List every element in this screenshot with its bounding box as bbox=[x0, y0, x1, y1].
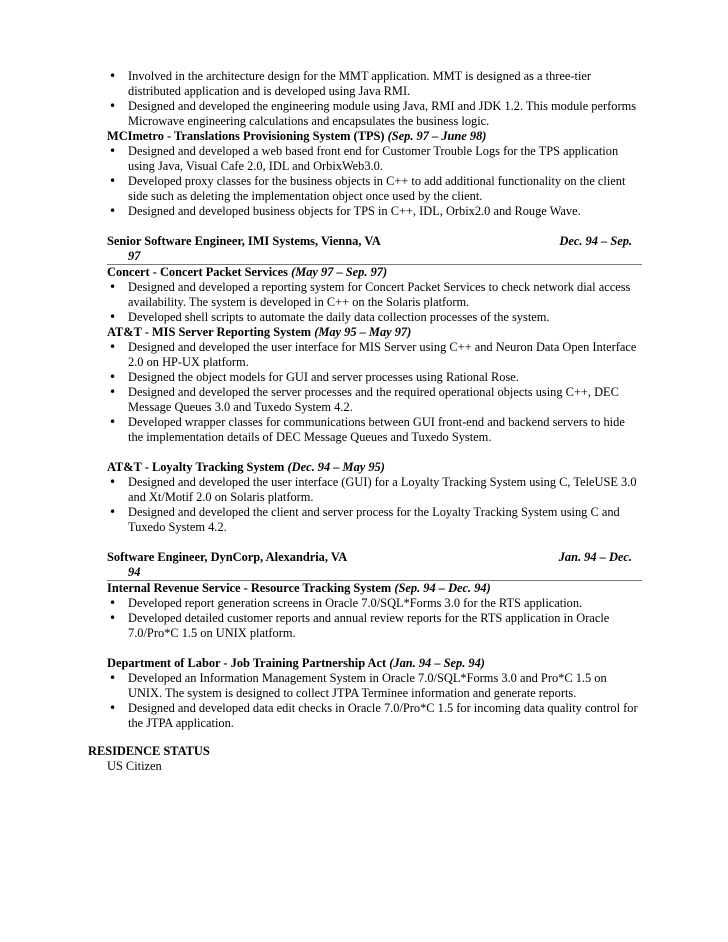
project-dates: (Dec. 94 – May 95) bbox=[287, 460, 385, 474]
job-title: Senior Software Engineer, IMI Systems, Vienna, VA bbox=[107, 234, 381, 248]
list-item: • Designed and developed data edit checks in Oracle 7.0/Pro*C 1.5 for incoming data quality control for the JTPA application. bbox=[107, 701, 643, 731]
project-name: AT&T - MIS Server Reporting System bbox=[107, 325, 312, 339]
concert-bullet-list bbox=[107, 280, 643, 325]
list-item: • Developed detailed customer reports and annual review reports for the RTS application in Oracle 7.0/Pro*C 1.5 on UNIX platform. bbox=[107, 611, 643, 641]
project-title-att-loyalty bbox=[107, 460, 643, 475]
list-item: • Designed and developed the client and server process for the Loyalty Tracking System using C and Tuxedo System 4.2. bbox=[107, 505, 643, 535]
project-dates: (May 95 – May 97) bbox=[314, 325, 412, 339]
list-item: • Designed and developed the server processes and the required operational objects using C++, DEC Message Queues 3.0 and Tuxedo System 4.2. bbox=[107, 385, 643, 415]
list-item: • Designed and developed the user interface (GUI) for a Loyalty Tracking System using C, TeleUSE 3.0 and Xt/Motif 2.0 on Solaris platform. bbox=[107, 475, 643, 505]
list-item: • Developed shell scripts to automate the daily data collection processes of the system. bbox=[107, 310, 643, 325]
job-dates-start: Jan. 94 – Dec. bbox=[558, 550, 632, 564]
att-loyalty-bullet-list bbox=[107, 475, 643, 535]
list-item: • Designed and developed the engineering module using Java, RMI and JDK 1.2. This module performs Microwave engineering calculations and encapsulates the business logic. bbox=[107, 99, 643, 129]
list-item: • Involved in the architecture design for the MMT application. MMT is designed as a three-tier distributed application and is developed using Java RMI. bbox=[107, 69, 643, 99]
list-item: • Designed and developed a reporting system for Concert Packet Services to check network dial access availability. The system is developed in C++ on the Solaris platform. bbox=[107, 280, 643, 310]
list-item: • Designed and developed the user interface for MIS Server using C++ and Neuron Data Open Interface 2.0 on HP-UX platform. bbox=[107, 340, 643, 370]
residence-status-heading: RESIDENCE STATUS bbox=[88, 744, 210, 758]
project-name: AT&T - Loyalty Tracking System bbox=[107, 460, 285, 474]
project-name: Internal Revenue Service - Resource Tracking System bbox=[107, 581, 392, 595]
project-title-irs bbox=[107, 581, 643, 596]
job-header-dyncorp bbox=[107, 550, 643, 580]
job-dates-end: 94 bbox=[128, 565, 141, 579]
project-title-dol bbox=[107, 656, 643, 671]
project-dates: (Jan. 94 – Sep. 94) bbox=[389, 656, 485, 670]
residence-status-value: US Citizen bbox=[107, 759, 162, 773]
att-mis-bullet-list bbox=[107, 340, 643, 445]
project-name: Concert - Concert Packet Services bbox=[107, 265, 288, 279]
list-item: • Developed report generation screens in Oracle 7.0/SQL*Forms 3.0 for the RTS application. bbox=[107, 596, 643, 611]
job-dates-start: Dec. 94 – Sep. bbox=[559, 234, 632, 248]
mcimetro-bullet-list bbox=[107, 144, 643, 219]
project-dates: (Sep. 94 – Dec. 94) bbox=[394, 581, 491, 595]
project-title-concert bbox=[107, 265, 643, 280]
list-item: • Designed the object models for GUI and server processes using Rational Rose. bbox=[107, 370, 643, 385]
experience-content bbox=[107, 69, 643, 731]
job-title: Software Engineer, DynCorp, Alexandria, VA bbox=[107, 550, 348, 564]
intro-bullet-list bbox=[107, 69, 643, 129]
project-dates: (Sep. 97 – June 98) bbox=[387, 129, 487, 143]
project-name: MCImetro - Translations Provisioning System (TPS) bbox=[107, 129, 385, 143]
project-title-mcimetro bbox=[107, 129, 643, 144]
irs-bullet-list bbox=[107, 596, 643, 641]
project-title-att-mis bbox=[107, 325, 643, 340]
list-item: • Designed and developed business objects for TPS in C++, IDL, Orbix2.0 and Rouge Wave. bbox=[107, 204, 643, 219]
dol-bullet-list bbox=[107, 671, 643, 731]
job-dates-end: 97 bbox=[128, 249, 141, 263]
job-header-imi bbox=[107, 234, 643, 264]
list-item: • Developed proxy classes for the business objects in C++ to add additional functionality on the client side such as deleting the implementation object once used by the client. bbox=[107, 174, 643, 204]
list-item: • Developed wrapper classes for communications between GUI front-end and backend servers to hide the implementation details of DEC Message Queues and Tuxedo System. bbox=[107, 415, 643, 445]
list-item: • Developed an Information Management System in Oracle 7.0/SQL*Forms 3.0 and Pro*C 1.5 on UNIX. The system is designed to collect JTPA Terminee information and generate reports. bbox=[107, 671, 643, 701]
project-dates: (May 97 – Sep. 97) bbox=[291, 265, 388, 279]
project-name: Department of Labor - Job Training Partnership Act bbox=[107, 656, 387, 670]
list-item: • Designed and developed a web based front end for Customer Trouble Logs for the TPS application using Java, Visual Cafe 2.0, IDL and OrbixWeb3.0. bbox=[107, 144, 643, 174]
